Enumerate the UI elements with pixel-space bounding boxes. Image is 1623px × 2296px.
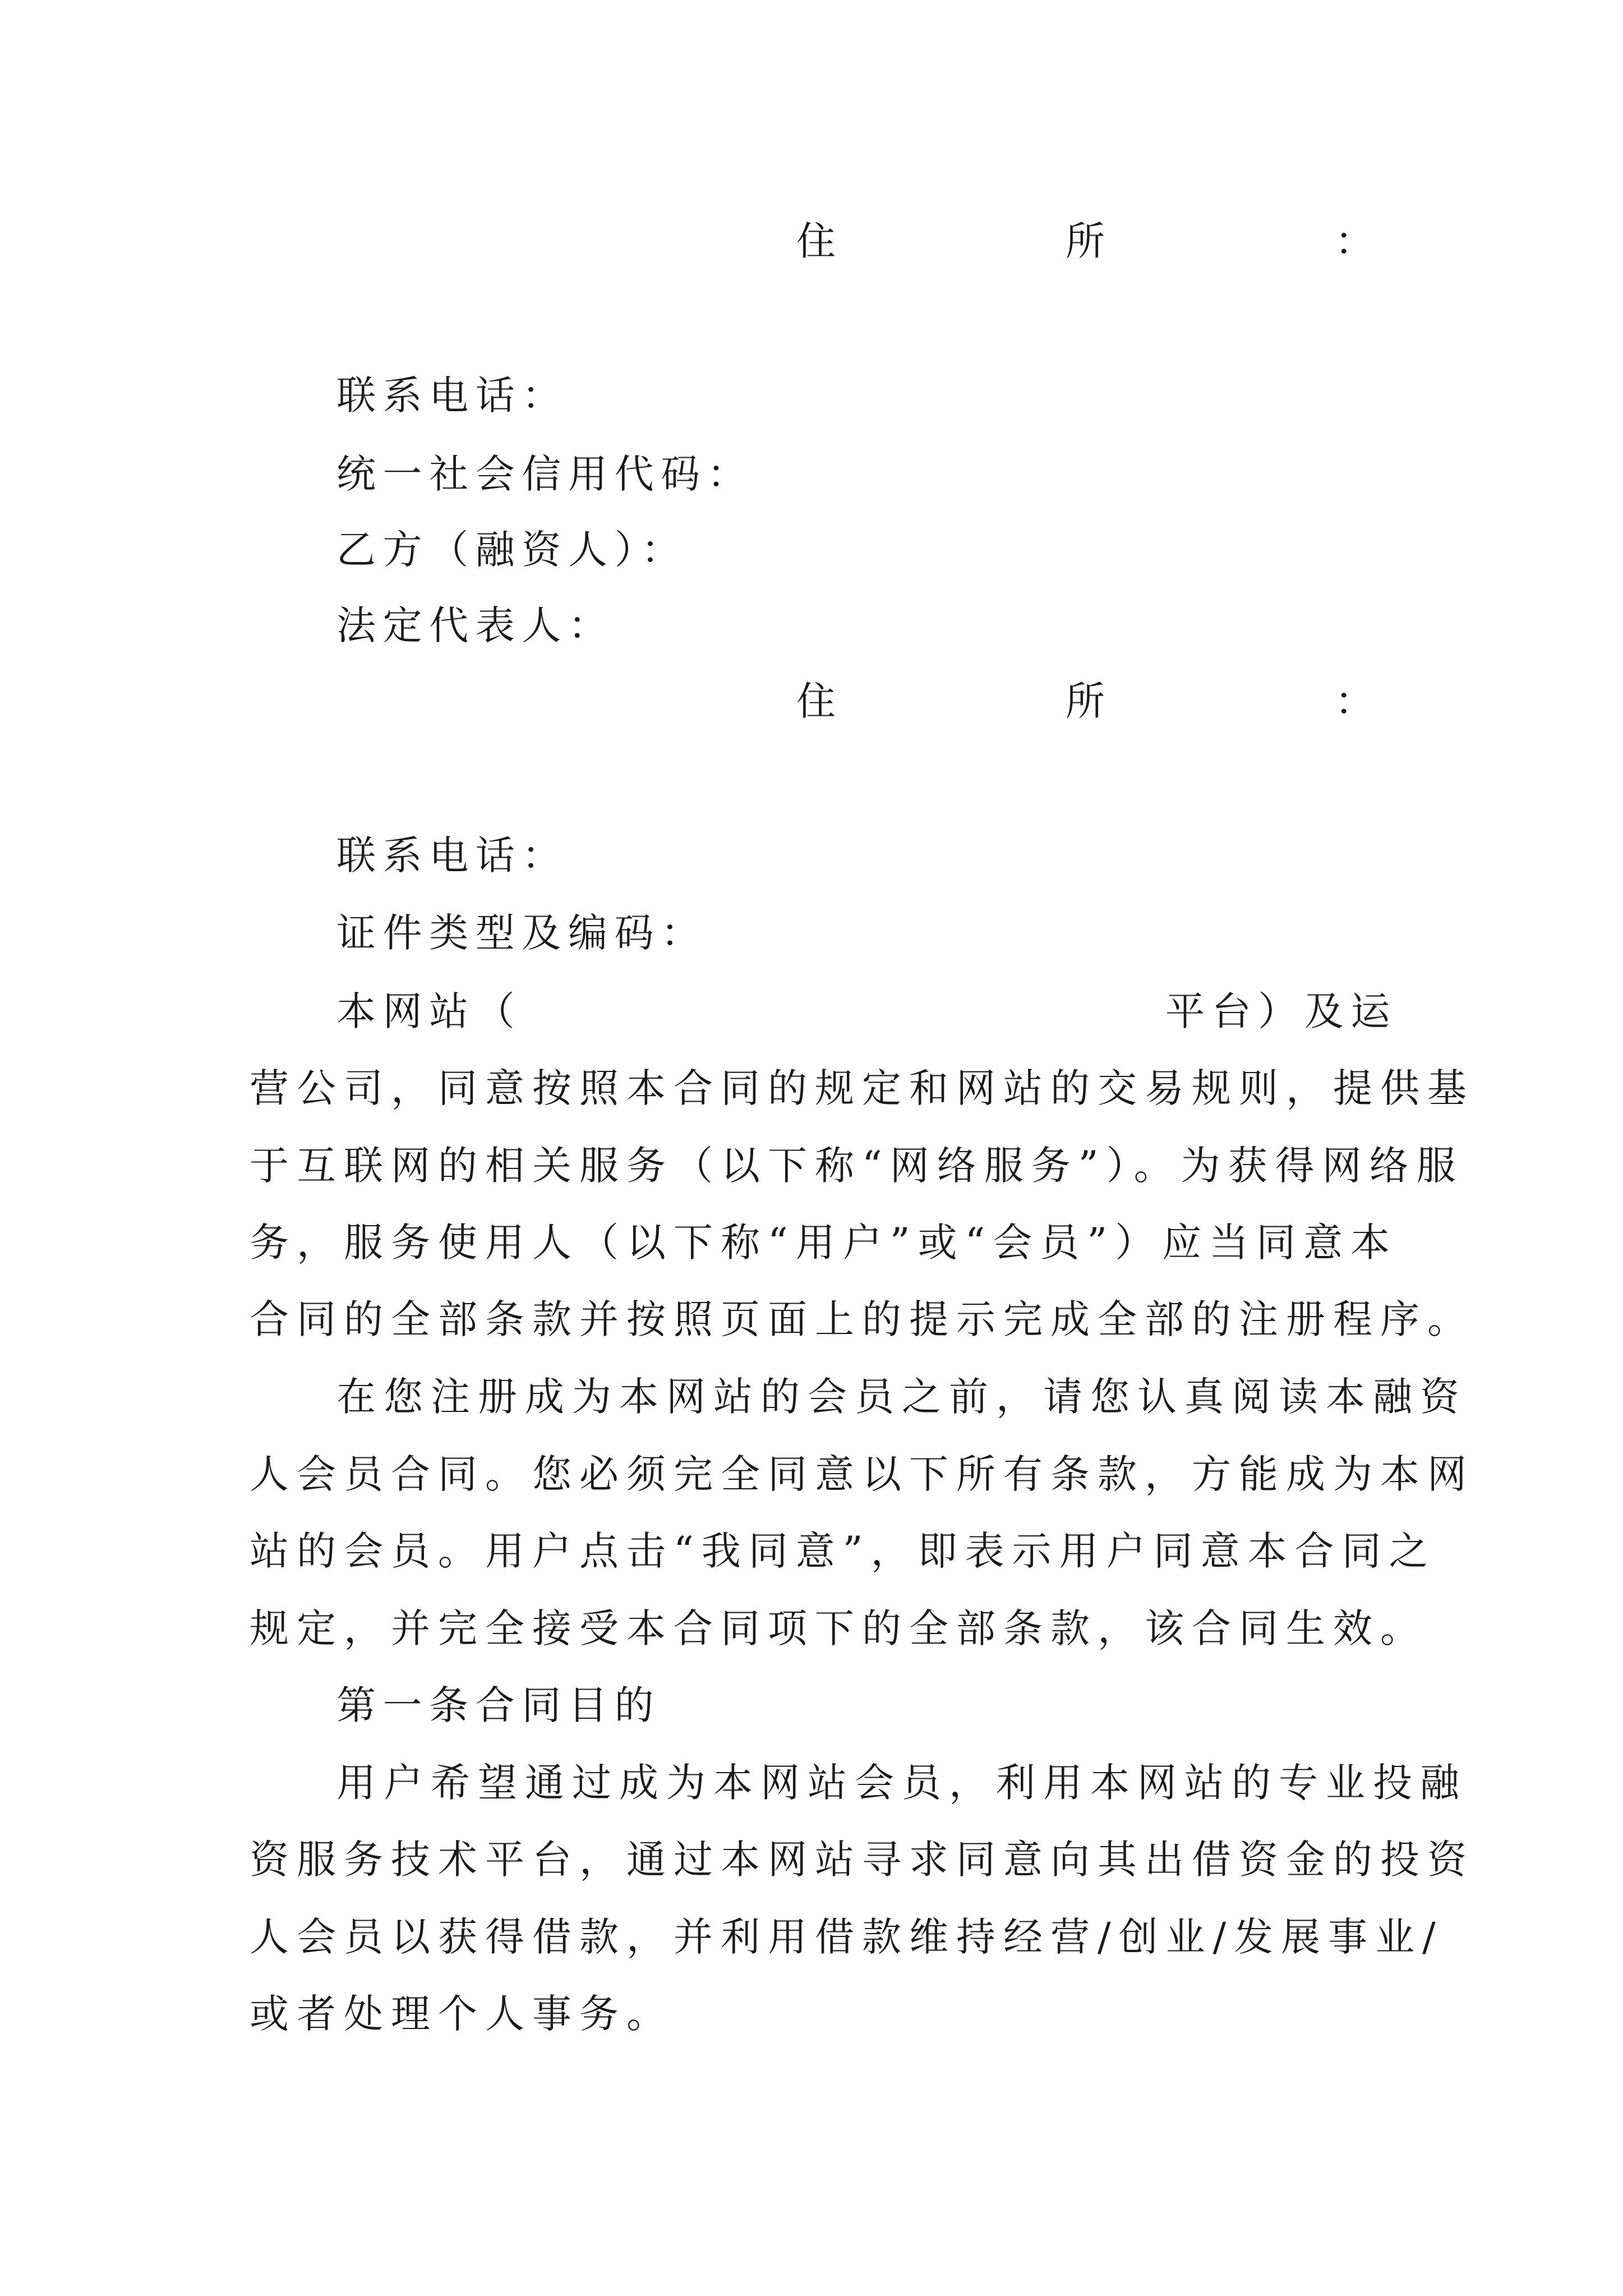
preamble-first-line-right: 平台）及运	[1165, 988, 1397, 1034]
article-1-line: 资服务技术平台，通过本网站寻求同意向其出借资金的投资	[250, 1837, 1474, 1883]
notice-line: 规定，并完全接受本合同项下的全部条款，该合同生效。	[250, 1605, 1427, 1651]
party-b-title: 乙方（融资人）：	[336, 527, 688, 573]
address-char-2: 所	[1066, 218, 1105, 264]
article-1-line: 用户希望通过成为本网站会员，利用本网站的专业投融	[336, 1760, 1467, 1806]
article-1-line: 或者处理个人事务。	[250, 1991, 674, 2037]
notice-line: 站的会员。用户点击“我同意”，即表示用户同意本合同之	[250, 1528, 1436, 1574]
preamble-line: 于互联网的相关服务（以下称“网络服务”）。为获得网络服	[250, 1143, 1464, 1189]
party-b-id-label: 证件类型及编码：	[336, 910, 707, 956]
preamble-line: 合同的全部条款并按照页面上的提示完成全部的注册程序。	[250, 1296, 1474, 1342]
party-b-legal-rep-label: 法定代表人：	[336, 602, 615, 648]
preamble-line: 务，服务使用人（以下称“用户”或“会员”）应当同意本	[250, 1220, 1398, 1266]
article-1-line: 人会员以获得借款，并利用借款维持经营/创业/发展事业/	[250, 1914, 1444, 1960]
party-a-credit-code-label: 统一社会信用代码：	[336, 451, 754, 497]
address-char-2: 所	[1066, 678, 1105, 724]
party-a-phone-label: 联系电话：	[336, 372, 568, 418]
party-b-phone-label: 联系电话：	[336, 832, 568, 878]
article-1-heading: 第一条合同目的	[336, 1682, 661, 1728]
preamble-line: 营公司，同意按照本合同的规定和网站的交易规则，提供基	[250, 1065, 1474, 1111]
address-char-3: ：	[1335, 678, 1374, 724]
notice-line: 在您注册成为本网站的会员之前，请您认真阅读本融资	[336, 1374, 1467, 1420]
address-char-1: 住	[796, 678, 836, 724]
address-char-3: ：	[1335, 218, 1374, 264]
notice-line: 人会员合同。您必须完全同意以下所有条款，方能成为本网	[250, 1451, 1474, 1497]
preamble-first-line-left: 本网站（	[336, 988, 522, 1034]
address-char-1: 住	[796, 218, 836, 264]
